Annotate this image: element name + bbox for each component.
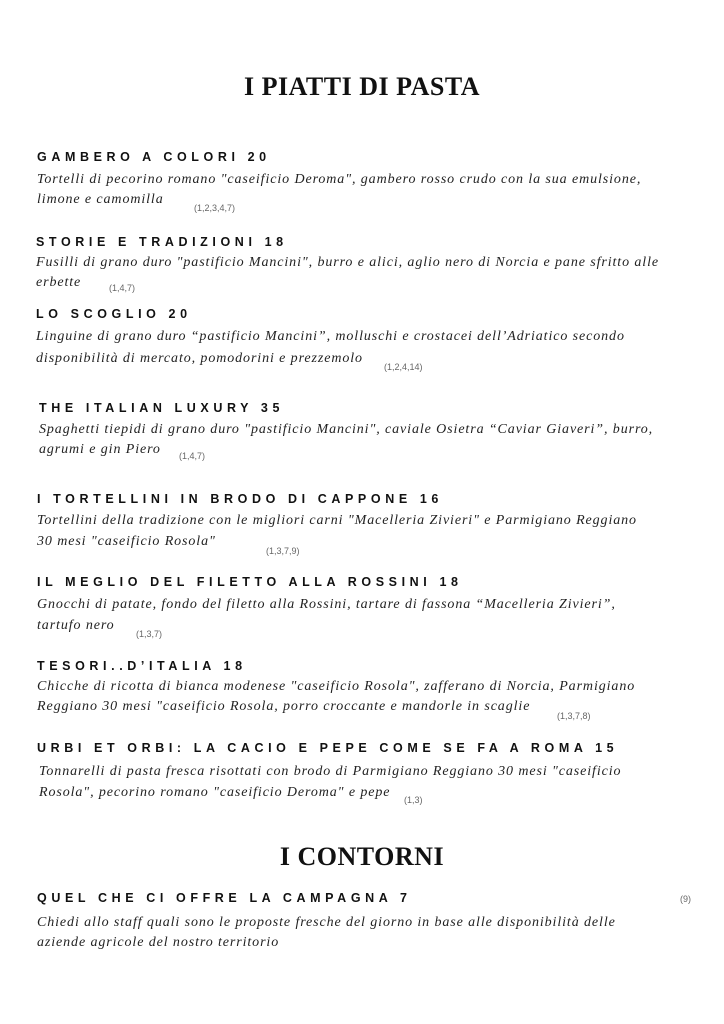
contorni-section-title: I CONTORNI [279,842,445,871]
dish-description-line: 30 mesi "caseificio Rosola" [37,534,216,549]
dish-description-line: Chicche di ricotta di bianca modenese "caseificio Rosola", zafferano di Norcia, Parmigiano [37,679,636,694]
dish-description-line: Tortelli di pecorino romano "caseificio Deroma", gambero rosso crudo con la sua emulsione, [37,172,642,187]
dish-description-line: Gnocchi di patate, fondo del filetto alla Rossini, tartare di fassona “Macelleria Zivieri”, [37,597,616,612]
dish-name: LO SCOGLIO 20 [36,307,192,321]
dish-description-line: Fusilli di grano duro "pastificio Mancini", burro e alici, aglio nero di Norcia e pane sfritto alle [36,255,659,270]
dish-name: IL MEGLIO DEL FILETTO ALLA ROSSINI 18 [37,575,463,589]
dish-description-line: Tonnarelli di pasta fresca risottati con brodo di Parmigiano Reggiano 30 mesi "caseificio [39,764,622,779]
dish-description-line: erbette [36,275,82,290]
dish-description-line: Rosola", pecorino romano "caseificio Deroma" e pepe [39,785,391,800]
allergen-codes: (1,3,7) [136,629,163,639]
allergen-codes: (1,3,7,9) [266,546,300,556]
dish-description-line: aziende agricole del nostro territorio [37,935,280,950]
dish-description-line: Linguine di grano duro “pastificio Mancini”, molluschi e crostacei dell’Adriatico secondo [36,329,625,344]
dish-description-line: tartufo nero [37,618,115,633]
pasta-section-title: I PIATTI DI PASTA [243,72,481,101]
dish-name: STORIE E TRADIZIONI 18 [36,235,288,249]
allergen-codes: (1,2,3,4,7) [194,203,236,213]
allergen-codes: (9) [680,894,691,904]
dish-description-line: Reggiano 30 mesi "caseificio Rosola, porro croccante e mandorle in scaglie [37,699,531,714]
allergen-codes: (1,4,7) [179,451,206,461]
dish-name: URBI ET ORBI: LA CACIO E PEPE COME SE FA A ROMA 15 [37,741,619,755]
allergen-codes: (1,4,7) [109,283,136,293]
dish-description-line: limone e camomilla [37,192,164,207]
dish-description-line: Spaghetti tiepidi di grano duro "pastificio Mancini", caviale Osietra “Caviar Giaveri”, burro, [39,422,654,437]
dish-description-line: Tortellini della tradizione con le migliori carni "Macelleria Zivieri" e Parmigiano Reggiano [37,513,637,528]
allergen-codes: (1,2,4,14) [384,362,423,372]
dish-description-line: disponibilità di mercato, pomodorini e prezzemolo [36,351,363,366]
dish-name: THE ITALIAN LUXURY 35 [39,401,284,415]
dish-name: TESORI..D’ITALIA 18 [37,659,247,673]
dish-description-line: Chiedi allo staff quali sono le proposte fresche del giorno in base alle disponibilità delle [37,915,616,930]
allergen-codes: (1,3,7,8) [557,711,591,721]
dish-name: GAMBERO A COLORI 20 [37,150,271,164]
dish-name: I TORTELLINI IN BRODO DI CAPPONE 16 [37,492,443,506]
allergen-codes: (1,3) [404,795,423,805]
dish-description-line: agrumi e gin Piero [39,442,161,457]
dish-name: QUEL CHE CI OFFRE LA CAMPAGNA 7 [37,891,412,905]
